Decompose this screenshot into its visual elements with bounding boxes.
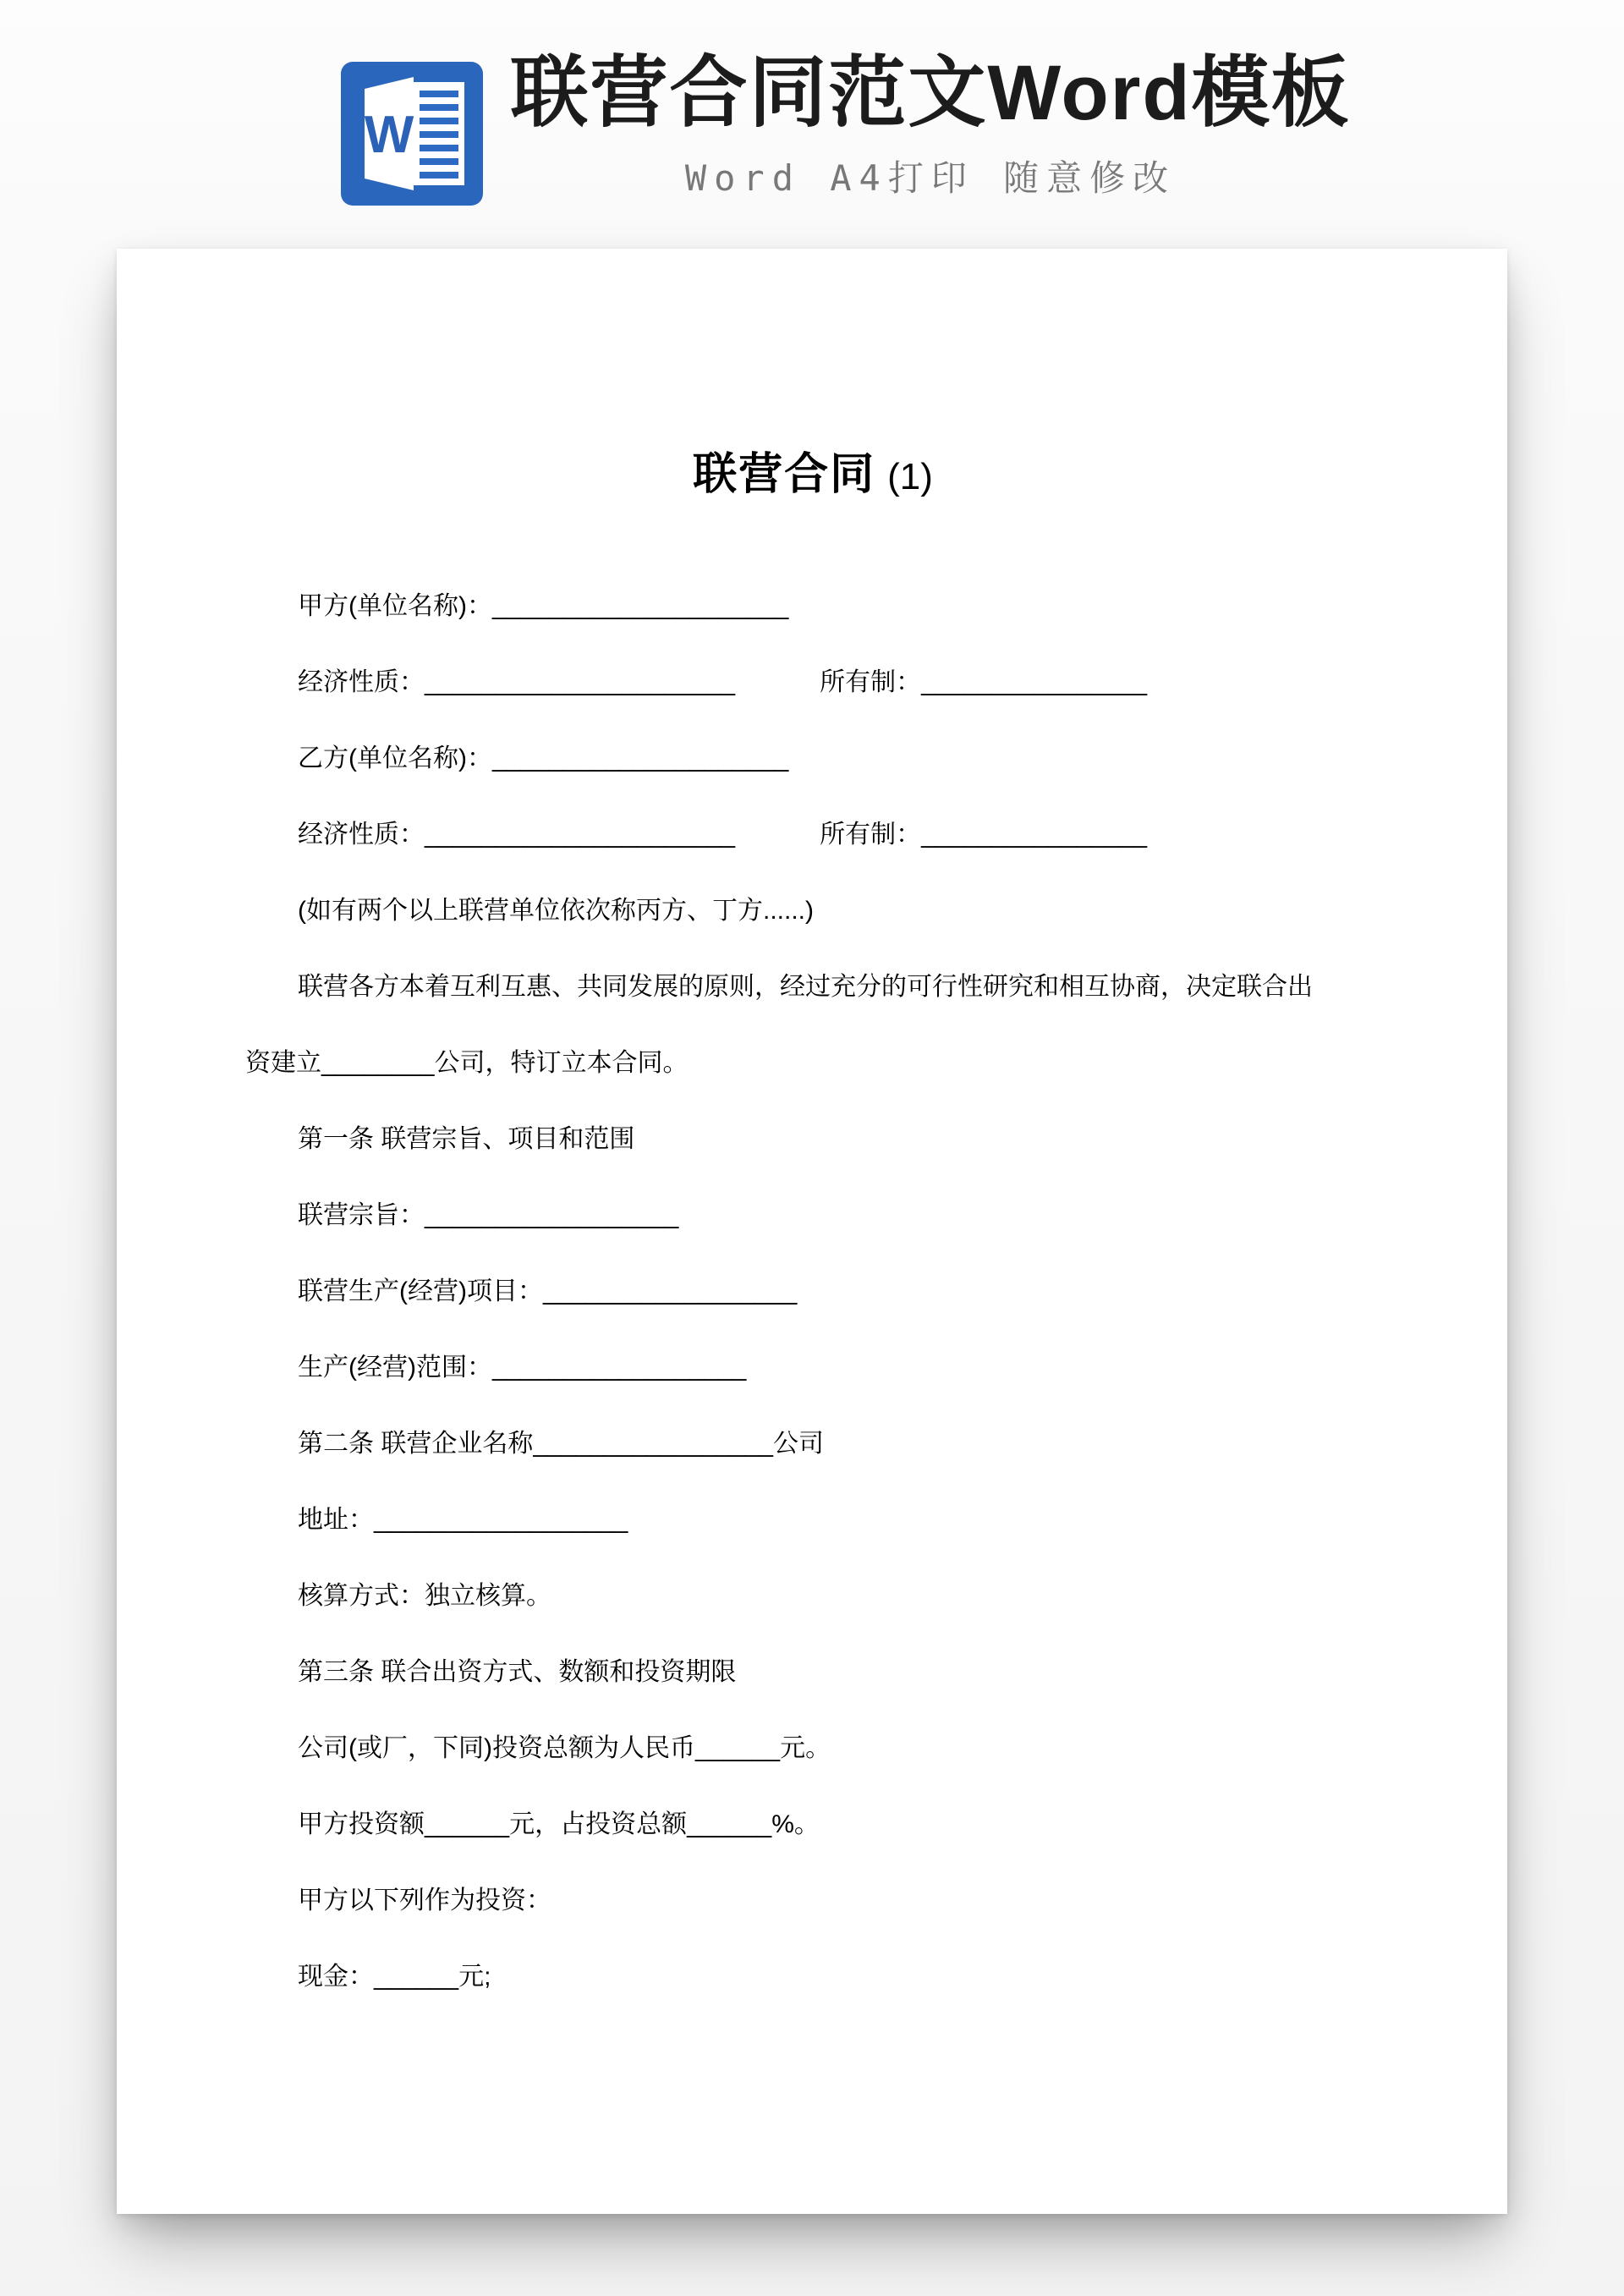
document-title-number: (1) [887,456,933,497]
doc-line: 第三条 联合出资方式、数额和投资期限 [298,1657,737,1686]
document-lines [245,569,1380,2015]
doc-line: (如有两个以上联营单位依次称丙方、丁方......) [298,896,814,925]
doc-line: 地址：__________________ [298,1505,628,1534]
doc-line: 资建立________公司，特订立本合同。 [245,1048,689,1077]
doc-line: 第一条 联营宗旨、项目和范围 [298,1124,635,1153]
doc-line: 经济性质：______________________ 所有制：________________ [298,667,1148,696]
doc-line: 乙方(单位名称)：_____________________ [298,744,789,772]
word-icon [341,62,483,206]
doc-line: 甲方投资额______元，占投资总额______%。 [298,1810,820,1838]
doc-line: 公司(或厂，下同)投资总额为人民币______元。 [298,1733,831,1762]
header-text-block [508,49,1353,201]
document-content [117,249,1507,2015]
doc-line: 联营生产(经营)项目：__________________ [298,1277,798,1305]
word-icon-letter: W [364,106,414,164]
document-title [245,450,1380,501]
document-page [117,249,1507,2214]
doc-line: 经济性质：______________________ 所有制：________________ [298,820,1148,849]
header-subtitle: Word A4打印 随意修改 [684,157,1177,199]
doc-line: 核算方式：独立核算。 [298,1581,551,1610]
doc-line: 甲方(单位名称)：_____________________ [298,591,789,620]
doc-line: 甲方以下列作为投资： [298,1886,551,1914]
doc-line: 生产(经营)范围：__________________ [298,1353,747,1381]
doc-line: 联营宗旨：__________________ [298,1200,679,1229]
doc-line: 第二条 联营企业名称_________________公司 [298,1429,824,1458]
document-title-main: 联营合同 [693,450,876,499]
header [0,0,1624,249]
header-title: 联营合同范文Word模板 [510,50,1351,136]
doc-line: 联营各方本着互利互惠、共同发展的原则，经过充分的可行性研究和相互协商，决定联合出 [298,972,1313,1001]
doc-line: 现金：______元; [298,1962,491,1991]
